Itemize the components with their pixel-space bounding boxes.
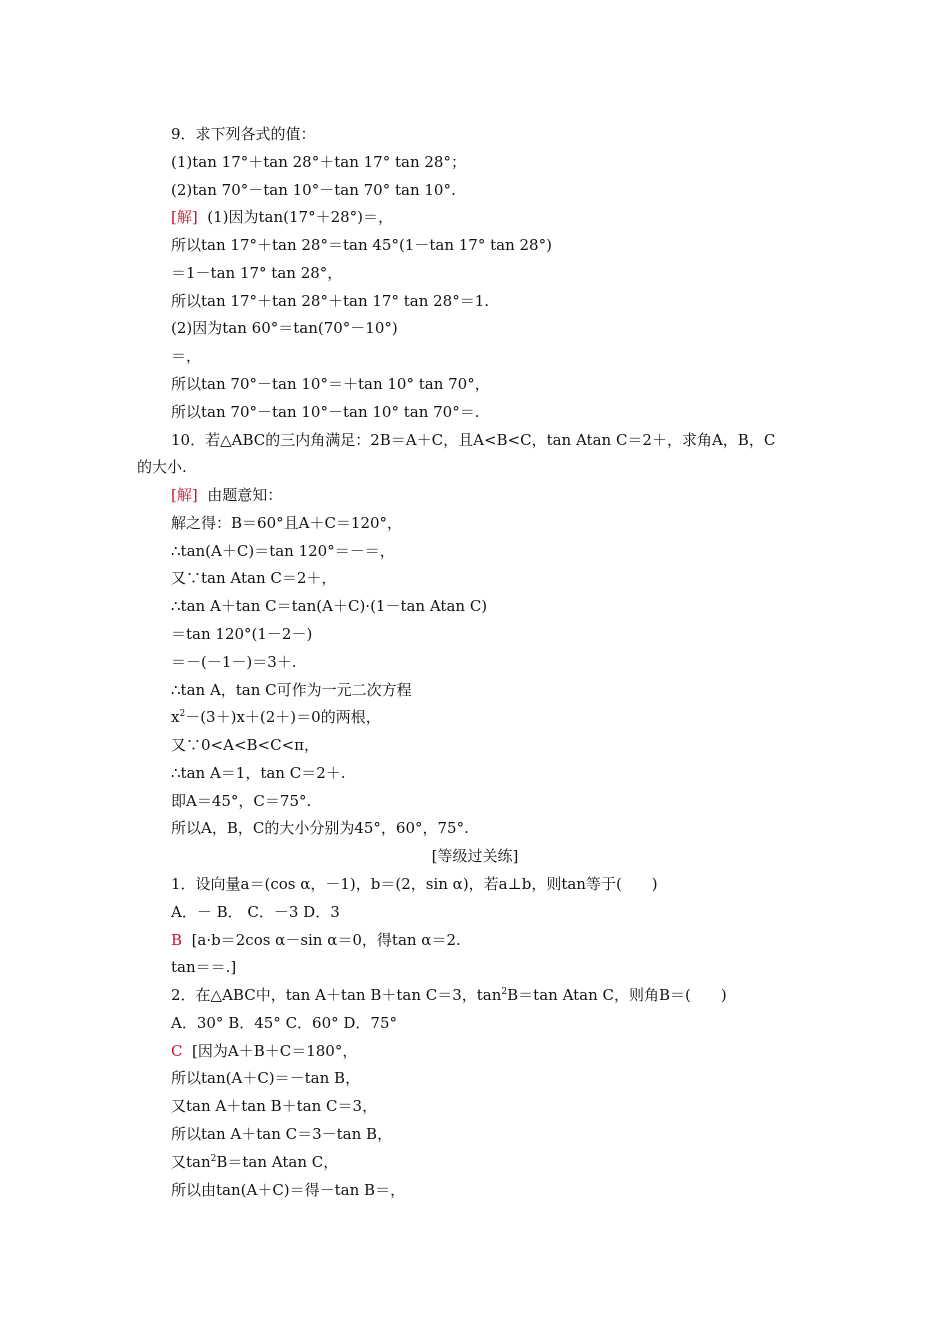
solution-10-step: 即A＝45°，C＝75°.: [171, 792, 312, 810]
solution-9-step: 所以tan 17°＋tan 28°＝tan 45°(1－tan 17° tan 28°): [171, 236, 552, 254]
solution-10-step: 解之得：B＝60°且A＋C＝120°，: [171, 514, 403, 532]
solution-10-step: 又∵0<A<B<C<π，: [171, 736, 320, 754]
exercise-1-answer-cont: tan＝＝.]: [171, 958, 237, 976]
exercise-2-step: 所以tan(A＋C)＝－tan B，: [171, 1069, 361, 1087]
section-heading: [等级过关练]: [431, 847, 519, 865]
solution-9-step: ＝1－tan 17° tan 28°，: [171, 264, 343, 282]
solution-9-step: (2)因为tan 60°＝tan(70°－10°): [171, 319, 398, 337]
solution-9-step: 所以tan 70°－tan 10°＝＋tan 10° tan 70°，: [171, 375, 490, 393]
exercise-1-answer: B [a·b＝2cos α－sin α＝0，得tan α＝2.: [171, 931, 461, 949]
answer-letter: B: [171, 931, 183, 949]
exponent: 2: [210, 1154, 217, 1164]
solution-9-line: [解] (1)因为tan(17°＋28°)＝，: [171, 208, 394, 226]
exercise-1-question: 1．设向量a＝(cos α，－1)，b＝(2，sin α)，若a⊥b，则tan等于( ): [171, 875, 658, 893]
exponent: 2: [179, 709, 186, 719]
solution-10-step: ∴tan A＝1，tan C＝2＋.: [171, 764, 346, 782]
solution-10-step: ∴tan A，tan C可作为一元二次方程: [171, 681, 412, 699]
solution-label: [解]: [171, 208, 198, 226]
exercise-2-step: 所以tan A＋tan C＝3－tan B，: [171, 1125, 393, 1143]
solution-10-step: ∴tan A＋tan C＝tan(A＋C)·(1－tan Atan C): [171, 597, 488, 615]
problem-9-title: 9．求下列各式的值：: [171, 125, 316, 143]
solution-10-line: [解] 由题意知：: [171, 486, 283, 504]
answer-letter: C: [171, 1042, 183, 1060]
exercise-2-step: 又$\tan^2B=\tan$ Atan C，: [171, 1153, 339, 1171]
exercise-2-answer: C [因为A＋B＋C＝180°，: [171, 1042, 358, 1060]
problem-10-title: 10．若△ABC的三内角满足：2B＝A＋C，且A<B<C，tan Atan C＝2＋，求角A，B，C: [171, 431, 776, 449]
solution-10-step: ＝tan 120°(1－2－): [171, 625, 313, 643]
solution-10-step: ∴tan(A＋C)＝tan 120°＝－＝，: [171, 542, 395, 560]
solution-10-equation: $x^2-(3+)x+(2+)=0$的两根，: [171, 708, 381, 726]
exercise-1-options: A．－ B． C．－3 D．3: [171, 903, 340, 921]
exponent: 2: [501, 987, 508, 997]
exercise-2-step: 所以由tan(A＋C)＝得－tan B＝，: [171, 1181, 406, 1199]
exercise-2-question: 2．在△ABC中，tan A＋tan B＋tan C＝3，$\tan^2B=\tan$ Atan C，则角B＝( ): [171, 986, 727, 1004]
solution-9-step: 所以tan 17°＋tan 28°＋tan 17° tan 28°＝1.: [171, 292, 490, 310]
solution-10-step: 又∵tan Atan C＝2＋，: [171, 569, 337, 587]
problem-9-part-2: (2)tan 70°－tan 10°－tan 70° tan 10°.: [171, 181, 456, 199]
solution-10-step: ＝－(－1－)＝3＋.: [171, 653, 297, 671]
solution-10-step: 所以A，B，C的大小分别为45°，60°，75°.: [171, 819, 469, 837]
exercise-2-options: A．30° B．45° C．60° D．75°: [171, 1014, 398, 1032]
solution-label: [解]: [171, 486, 198, 504]
variable-x: x: [171, 708, 180, 726]
problem-9-part-1: (1)tan 17°＋tan 28°＋tan 17° tan 28°；: [171, 153, 466, 171]
exercise-2-step: 又tan A＋tan B＋tan C＝3，: [171, 1097, 378, 1115]
solution-9-step: 所以tan 70°－tan 10°－tan 10° tan 70°＝.: [171, 403, 480, 421]
problem-10-title-cont: 的大小.: [137, 458, 187, 476]
solution-9-step: ＝，: [171, 347, 202, 365]
